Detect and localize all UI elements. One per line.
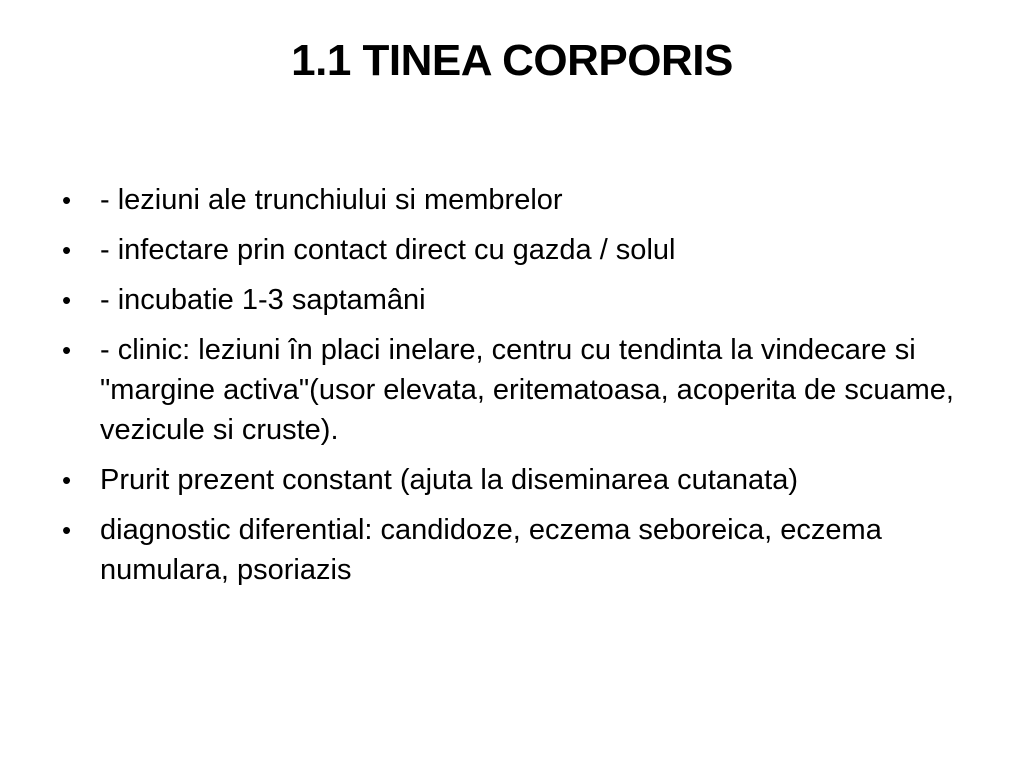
- bullet-item: [50, 230, 970, 270]
- slide-title: 1.1 TINEA CORPORIS: [291, 36, 733, 85]
- bullet-dot-icon: •: [62, 185, 72, 215]
- bullet-text: diagnostic diferential: candidoze, eczema seboreica, eczema numulara, psoriazis: [100, 514, 882, 586]
- bullet-dot-icon: •: [62, 465, 72, 495]
- bullet-text: - clinic: leziuni în placi inelare, centru cu tendinta la vindecare si "margine activa"(usor elevata, eritematoasa, acoperita de scuame, vezicule si cruste).: [100, 334, 954, 446]
- bullet-text: Prurit prezent constant (ajuta la diseminarea cutanata): [100, 464, 798, 496]
- bullet-dot-icon: •: [62, 235, 72, 265]
- bullet-dot-icon: •: [62, 515, 72, 545]
- bullet-list: [50, 180, 970, 600]
- bullet-item: [50, 180, 970, 220]
- bullet-dot-icon: •: [62, 285, 72, 315]
- bullet-dot-icon: •: [62, 335, 72, 365]
- bullet-text: - infectare prin contact direct cu gazda / solul: [100, 234, 676, 266]
- bullet-text: - leziuni ale trunchiului si membrelor: [100, 184, 563, 216]
- bullet-text: - incubatie 1-3 saptamâni: [100, 284, 426, 316]
- bullet-item: [50, 460, 970, 500]
- bullet-item: [50, 330, 970, 450]
- bullet-item: [50, 510, 970, 590]
- bullet-item: [50, 280, 970, 320]
